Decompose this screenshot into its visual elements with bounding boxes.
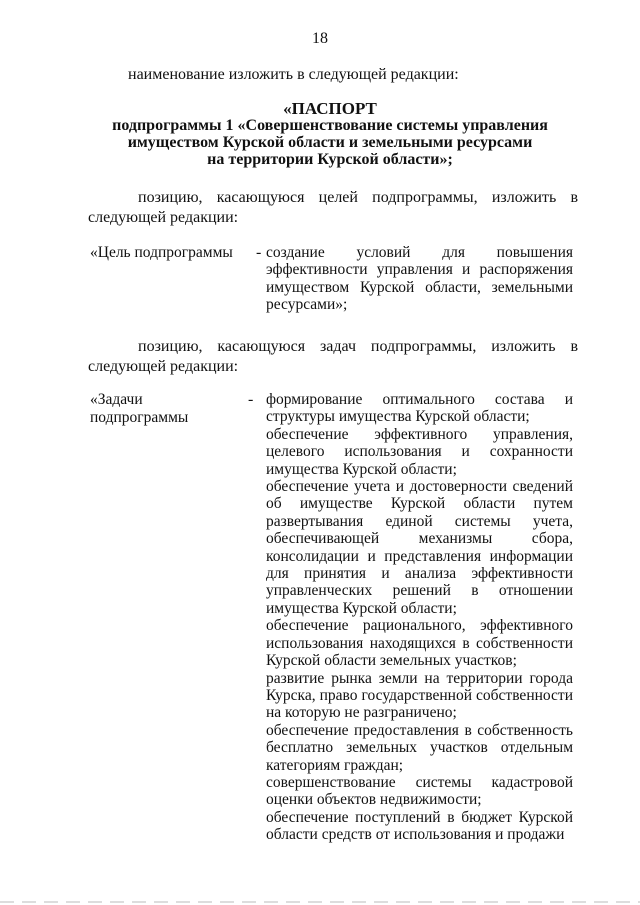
passport-subtitle-line-1: подпрограммы 1 «Совершенствование системы управления [112, 117, 548, 134]
tasks-label-line-1: «Задачи [90, 391, 143, 408]
tasks-list [266, 391, 573, 844]
task-item: обеспечение учета и достоверности сведений об имуществе Курской области путем развертывания единой системы учета, обеспечивающей механизмы сбора, консолидации и представления информации для принятия и анализа эффективности управленческих решений в отношении имущества Курской области; [266, 478, 573, 617]
task-item: совершенствование системы кадастровой оценки объектов недвижимости; [266, 773, 573, 809]
tasks-intro-text: позицию, касающуюся задач подпрограммы, изложить в следующей редакции: [88, 338, 578, 375]
passport-heading: «ПАСПОРТ [283, 99, 377, 118]
tasks-label-line-2: подпрограммы [90, 408, 189, 426]
tasks-intro-paragraph [88, 337, 578, 377]
task-item: обеспечение эффективного управления, целевого использования и сохранности имущества Курской области; [266, 425, 573, 478]
task-item: обеспечение предоставления в собственность бесплатно земельных участков отдельным категориям граждан; [266, 721, 573, 774]
goals-intro-text: позицию, касающуюся целей подпрограммы, изложить в следующей редакции: [88, 189, 578, 226]
scan-edge-artifact [0, 901, 640, 903]
goal-text: создание условий для повышения эффективности управления и распоряжения имуществом Курской области, земельными ресурсами»; [266, 244, 573, 314]
task-item: развитие рынка земли на территории города Курска, право государственной собственности на которую не разграничено; [266, 669, 573, 722]
passport-subtitle-line-2: имуществом Курской области и земельными ресурсами [127, 134, 533, 151]
tasks-dash: - [248, 391, 254, 408]
task-item: формирование оптимального состава и структуры имущества Курской области; [266, 391, 573, 426]
passport-subtitle-line-3: на территории Курской области»; [207, 151, 453, 168]
page-number: 18 [312, 30, 328, 47]
goal-dash: - [256, 244, 262, 261]
task-item: обеспечение поступлений в бюджет Курской области средств от использования и продажи [266, 808, 573, 844]
goal-label: «Цель подпрограммы [90, 244, 233, 261]
task-item: обеспечение рационального, эффективного использования находящихся в собственности Курской области земельных участков; [266, 617, 573, 670]
goals-intro-paragraph [88, 188, 578, 228]
passport-title [100, 100, 560, 168]
intro-text: наименование изложить в следующей редакции: [128, 66, 459, 83]
tasks-label [90, 391, 188, 426]
